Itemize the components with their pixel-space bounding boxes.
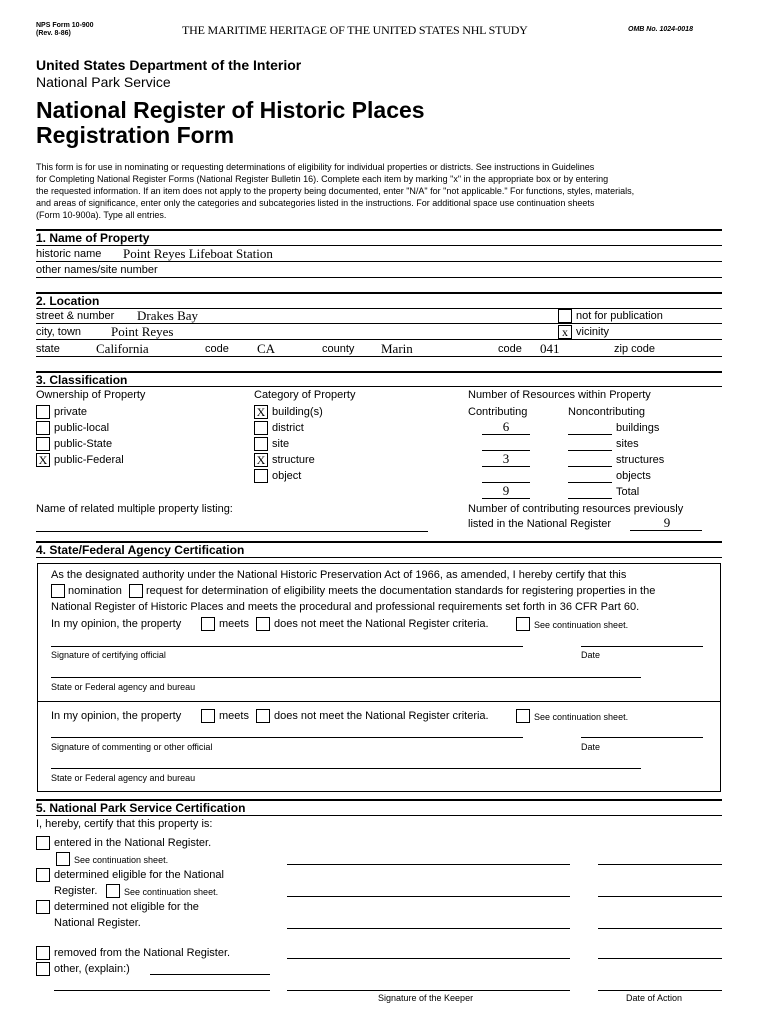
certify-intro: I, hereby, certify that this property is: <box>36 818 213 830</box>
instructions-line: (Form 10-900a). Type all entries. <box>36 210 167 220</box>
action-date-line[interactable] <box>598 928 722 929</box>
not-for-publication-label: not for publication <box>576 310 663 322</box>
certification-paragraph-line3: National Register of Historic Places and meets the procedural and professional requirements set forth in 36 CFR Part 60. <box>51 601 640 613</box>
entered-label: entered in the National Register. <box>54 837 212 849</box>
determined-eligible-label: determined eligible for the National <box>54 869 224 881</box>
section1-heading: 1. Name of Property <box>36 231 150 245</box>
ownership-private-checkbox[interactable] <box>36 405 50 419</box>
category-structure-label: structure <box>272 454 315 466</box>
department-name: United States Department of the Interior <box>36 57 302 73</box>
meets-checkbox[interactable] <box>201 617 215 631</box>
action-date-line[interactable] <box>598 864 722 865</box>
see-continuation-label: See continuation sheet. <box>534 620 629 630</box>
category-site-checkbox[interactable] <box>254 437 268 451</box>
certification-paragraph-line2: request for determination of eligibility meets the documentation standards for registering properties in the <box>146 585 656 597</box>
state-value[interactable]: California <box>96 341 149 356</box>
ownership-private-label: private <box>54 406 88 418</box>
category-object-label: object <box>272 470 302 482</box>
county-code-value[interactable]: 041 <box>540 341 560 356</box>
state-label: state <box>36 343 60 355</box>
blank-line <box>482 434 530 435</box>
form-title-line2: Registration Form <box>36 122 235 148</box>
related-multiple-label: Name of related multiple property listing: <box>36 503 233 515</box>
keeper-signature-line[interactable] <box>287 990 570 991</box>
category-title: Category of Property <box>254 389 356 401</box>
date-label: Date <box>581 650 601 660</box>
resource-objects-label: objects <box>616 470 651 482</box>
instructions-line: and areas of significance, enter only the categories and subcategories listed in the instructions. For additional space use continuation sheets <box>36 198 595 208</box>
previously-listed-label: Number of contributing resources previously <box>468 503 684 515</box>
state-code-value[interactable]: CA <box>257 341 276 356</box>
agency-line[interactable] <box>51 768 641 769</box>
certification-divider <box>37 701 721 702</box>
blank-line <box>630 530 702 531</box>
contributing-header: Contributing <box>468 406 528 418</box>
section5-underline <box>36 815 722 816</box>
category-buildings-label: building(s) <box>272 406 323 418</box>
section4-heading: 4. State/Federal Agency Certification <box>36 543 245 557</box>
zip-code-label: zip code <box>614 343 655 355</box>
other-explain-line[interactable] <box>150 974 270 975</box>
nomination-checkbox[interactable] <box>51 584 65 598</box>
category-site-label: site <box>272 438 290 450</box>
ownership-public-local-label: public-local <box>54 422 110 434</box>
category-district-checkbox[interactable] <box>254 421 268 435</box>
entered-continuation-label: See continuation sheet. <box>74 855 169 865</box>
blank-line <box>568 498 612 499</box>
category-structure-checkbox[interactable]: X <box>254 453 268 467</box>
not-for-publication-checkbox[interactable] <box>558 309 572 323</box>
rule <box>36 277 722 278</box>
does-not-meet-label-2: does not meet the National Register criteria. <box>274 710 489 722</box>
removed-checkbox[interactable] <box>36 946 50 960</box>
contributing-buildings-value[interactable]: 6 <box>502 419 510 434</box>
instructions-line: This form is for use in nominating or requesting determinations of eligibility for individual properties or districts. See instructions in Guidelines <box>36 162 595 172</box>
determined-eligible-label-2: Register. <box>54 885 98 897</box>
action-date-line[interactable] <box>598 896 722 897</box>
section5-heading: 5. National Park Service Certification <box>36 801 246 815</box>
determined-not-eligible-label-2: National Register. <box>54 917 141 929</box>
rule <box>36 356 722 357</box>
county-value[interactable]: Marin <box>381 341 413 356</box>
keeper-signature-line[interactable] <box>287 896 570 897</box>
does-not-meet-checkbox-2[interactable] <box>256 709 270 723</box>
signature-line[interactable] <box>51 646 523 647</box>
resources-title: Number of Resources within Property <box>468 389 651 401</box>
agency-bureau-label: State or Federal agency and bureau <box>51 682 196 692</box>
keeper-signature-line[interactable] <box>287 958 570 959</box>
other-names-label: other names/site number <box>36 264 158 276</box>
form-number: NPS Form 10-900 <box>36 22 94 29</box>
ownership-public-federal-label: public-Federal <box>54 454 124 466</box>
typed-study-title: THE MARITIME HERITAGE OF THE UNITED STATES NHL STUDY <box>182 23 528 37</box>
blank-line <box>482 466 530 467</box>
historic-name-label: historic name <box>36 248 102 260</box>
section3-rule <box>36 371 722 373</box>
resource-structures-label: structures <box>616 454 665 466</box>
service-name: National Park Service <box>36 74 171 90</box>
action-date-line[interactable] <box>598 990 722 991</box>
request-determination-checkbox[interactable] <box>129 584 143 598</box>
contributing-structures-value[interactable]: 3 <box>502 451 510 466</box>
state-code-label: code <box>205 343 229 355</box>
form-revision: (Rev. 8-86) <box>36 30 71 37</box>
signature-line[interactable] <box>51 737 523 738</box>
section2-rule <box>36 292 722 294</box>
determined-eligible-checkbox[interactable] <box>36 868 50 882</box>
certification-paragraph-line1: As the designated authority under the National Historic Preservation Act of 1966, as amended, I hereby certify that this <box>51 569 627 581</box>
previously-listed-value[interactable]: 9 <box>663 515 671 530</box>
meets-checkbox-2[interactable] <box>201 709 215 723</box>
ownership-public-local-checkbox[interactable] <box>36 421 50 435</box>
instructions-line: the requested information. If an item does not apply to the property being documented, enter "N/A" for "not applicable." For functions, styles, materials, <box>36 186 635 196</box>
other-label: other, (explain:) <box>54 963 130 975</box>
nomination-label: nomination <box>68 585 122 597</box>
section2-heading: 2. Location <box>36 294 100 308</box>
blank-line <box>568 434 612 435</box>
category-buildings-checkbox[interactable]: X <box>254 405 268 419</box>
rule <box>36 339 722 340</box>
omb-number: OMB No. 1024-0018 <box>628 26 693 33</box>
see-continuation-label-2: See continuation sheet. <box>534 712 629 722</box>
street-value[interactable]: Drakes Bay <box>137 308 199 323</box>
section3-heading: 3. Classification <box>36 373 128 387</box>
determined-not-eligible-checkbox[interactable] <box>36 900 50 914</box>
resource-sites-label: sites <box>616 438 639 450</box>
street-label: street & number <box>36 310 115 322</box>
date-line[interactable] <box>581 737 703 738</box>
instructions <box>36 161 736 221</box>
ownership-public-state-checkbox[interactable] <box>36 437 50 451</box>
see-continuation-checkbox[interactable] <box>516 617 530 631</box>
other-checkbox[interactable] <box>36 962 50 976</box>
contributing-total-value[interactable]: 9 <box>502 483 510 498</box>
ownership-public-federal-checkbox[interactable]: X <box>36 453 50 467</box>
does-not-meet-checkbox[interactable] <box>256 617 270 631</box>
county-label: county <box>322 343 355 355</box>
keeper-signature-label: Signature of the Keeper <box>378 993 474 1003</box>
blank-line[interactable] <box>54 990 270 991</box>
ownership-title: Ownership of Property <box>36 389 146 401</box>
meets-label: meets <box>219 618 249 630</box>
date-of-action-label: Date of Action <box>626 993 683 1003</box>
historic-name-value[interactable]: Point Reyes Lifeboat Station <box>123 246 273 261</box>
keeper-signature-line[interactable] <box>287 864 570 865</box>
eligible-continuation-label: See continuation sheet. <box>124 887 219 897</box>
previously-listed-label-2: listed in the National Register <box>468 518 612 530</box>
vicinity-checkbox[interactable]: x <box>558 325 572 339</box>
resource-buildings-label: buildings <box>616 422 660 434</box>
date-label-2: Date <box>581 742 601 752</box>
entered-continuation-checkbox[interactable] <box>56 852 70 866</box>
blank-line <box>568 466 612 467</box>
action-date-line[interactable] <box>598 958 722 959</box>
determined-not-eligible-label: determined not eligible for the <box>54 901 199 913</box>
keeper-signature-line[interactable] <box>287 928 570 929</box>
section4-underline <box>36 557 722 558</box>
ownership-public-state-label: public-State <box>54 438 113 450</box>
related-multiple-line <box>36 531 428 532</box>
category-object-checkbox[interactable] <box>254 469 268 483</box>
form-title-line1: National Register of Historic Places <box>36 97 425 123</box>
signature-certifying-label: Signature of certifying official <box>51 650 166 660</box>
blank-line <box>482 498 530 499</box>
city-label: city, town <box>36 326 82 338</box>
blank-line <box>568 450 612 451</box>
see-continuation-checkbox-2[interactable] <box>516 709 530 723</box>
opinion-label-2: In my opinion, the property <box>51 710 182 722</box>
rule <box>36 261 722 262</box>
noncontributing-header: Noncontributing <box>568 406 646 418</box>
agency-bureau-label-2: State or Federal agency and bureau <box>51 773 196 783</box>
section3-underline <box>36 386 722 387</box>
category-district-label: district <box>272 422 304 434</box>
resource-total-label: Total <box>616 486 640 498</box>
agency-line[interactable] <box>51 677 641 678</box>
instructions-line: for Completing National Register Forms (National Register Bulletin 16). Complete each item by marking "x" in the appropriate box or by entering <box>36 174 609 184</box>
eligible-continuation-checkbox[interactable] <box>106 884 120 898</box>
city-value[interactable]: Point Reyes <box>111 324 174 339</box>
entered-checkbox[interactable] <box>36 836 50 850</box>
removed-label: removed from the National Register. <box>54 947 231 959</box>
does-not-meet-label: does not meet the National Register criteria. <box>274 618 489 630</box>
blank-line <box>568 482 612 483</box>
vicinity-label: vicinity <box>576 326 610 338</box>
meets-label-2: meets <box>219 710 249 722</box>
opinion-label: In my opinion, the property <box>51 618 182 630</box>
county-code-label: code <box>498 343 522 355</box>
date-line[interactable] <box>581 646 703 647</box>
signature-commenting-label: Signature of commenting or other official <box>51 742 213 752</box>
